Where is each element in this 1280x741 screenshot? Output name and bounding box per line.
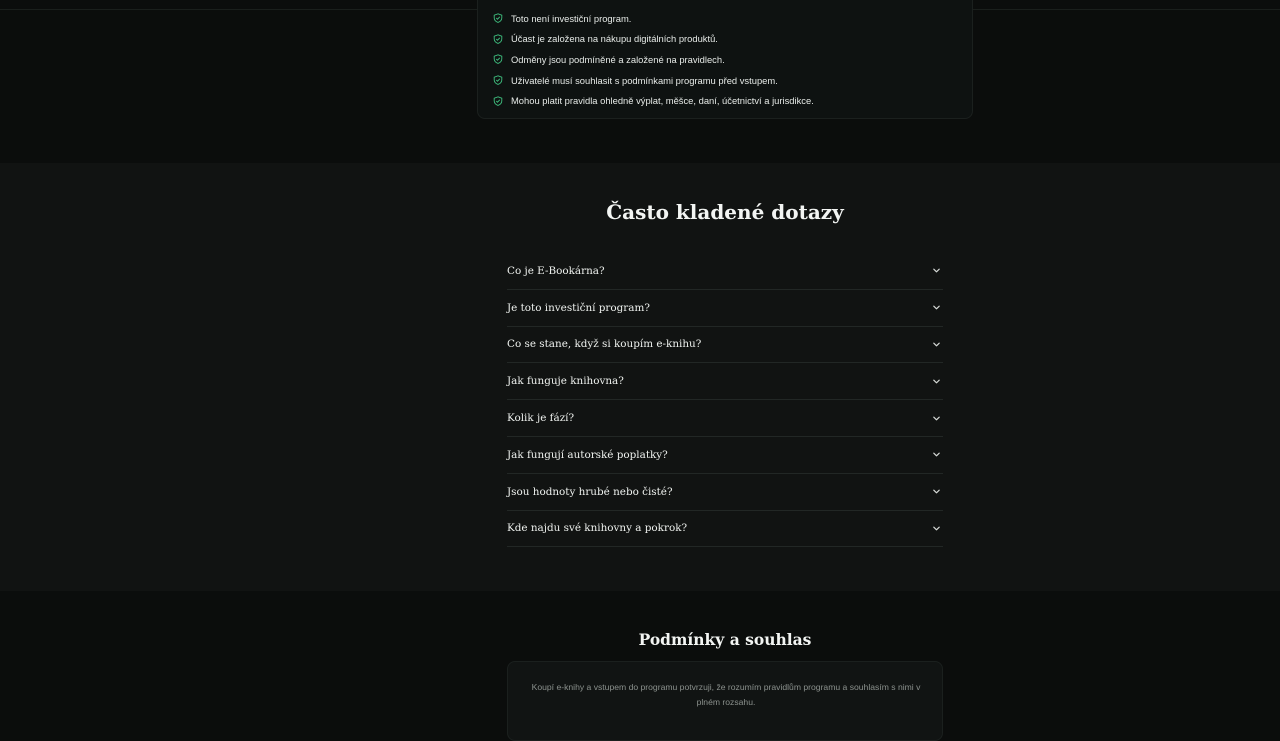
faq-question: Je toto investiční program? <box>507 301 650 314</box>
chevron-down-icon <box>932 524 941 533</box>
faq-question: Co je E-Bookárna? <box>507 264 605 277</box>
chevron-down-icon <box>932 303 941 312</box>
faq-item[interactable] <box>507 327 943 364</box>
faq-question: Co se stane, když si koupím e-knihu? <box>507 338 702 351</box>
faq-item[interactable] <box>507 363 943 400</box>
disclaimer-item <box>493 29 814 50</box>
faq-question: Jsou hodnoty hrubé nebo čisté? <box>507 485 673 498</box>
disclaimer-text: Toto není investiční program. <box>511 12 632 24</box>
faq-question: Kolik je fází? <box>507 412 575 425</box>
chevron-down-icon <box>932 450 941 459</box>
faq-item[interactable] <box>507 290 943 327</box>
terms-text: Koupí e-knihy a vstupem do programu potvrzuji, že rozumím pravidlům programu a souhlasím s nimi v plném rozsahu. <box>531 682 921 707</box>
chevron-down-icon <box>932 414 941 423</box>
faq-item[interactable] <box>507 511 943 548</box>
disclaimer-text: Mohou platit pravidla ohledně výplat, měšce, daní, účetnictví a jurisdikce. <box>511 95 814 107</box>
disclaimer-card <box>477 0 973 119</box>
disclaimer-text: Uživatelé musí souhlasit s podmínkami programu před vstupem. <box>511 74 778 86</box>
shield-check-icon <box>493 96 503 106</box>
faq-question: Jak fungují autorské poplatky? <box>507 448 668 461</box>
faq-item[interactable] <box>507 437 943 474</box>
faq-item[interactable] <box>507 400 943 437</box>
chevron-down-icon <box>932 266 941 275</box>
shield-check-icon <box>493 75 503 85</box>
disclaimer-text: Účast je založena na nákupu digitálních produktů. <box>511 33 718 45</box>
faq-list <box>507 253 943 547</box>
chevron-down-icon <box>932 340 941 349</box>
faq-question: Jak funguje knihovna? <box>507 375 624 388</box>
faq-question: Kde najdu své knihovny a pokrok? <box>507 522 688 535</box>
shield-check-icon <box>493 54 503 64</box>
shield-check-icon <box>493 34 503 44</box>
disclaimer-item <box>493 90 814 111</box>
disclaimer-item <box>493 8 814 29</box>
faq-title: Často kladené dotazy <box>606 200 844 224</box>
chevron-down-icon <box>932 487 941 496</box>
disclaimer-item <box>493 49 814 70</box>
faq-item[interactable] <box>507 253 943 290</box>
shield-check-icon <box>493 13 503 23</box>
terms-box <box>507 661 943 741</box>
terms-title: Podmínky a souhlas <box>638 630 812 649</box>
disclaimer-text: Odměny jsou podmíněné a založené na pravidlech. <box>511 53 725 65</box>
disclaimer-list <box>493 8 814 111</box>
disclaimer-item <box>493 70 814 91</box>
faq-item[interactable] <box>507 474 943 511</box>
chevron-down-icon <box>932 377 941 386</box>
